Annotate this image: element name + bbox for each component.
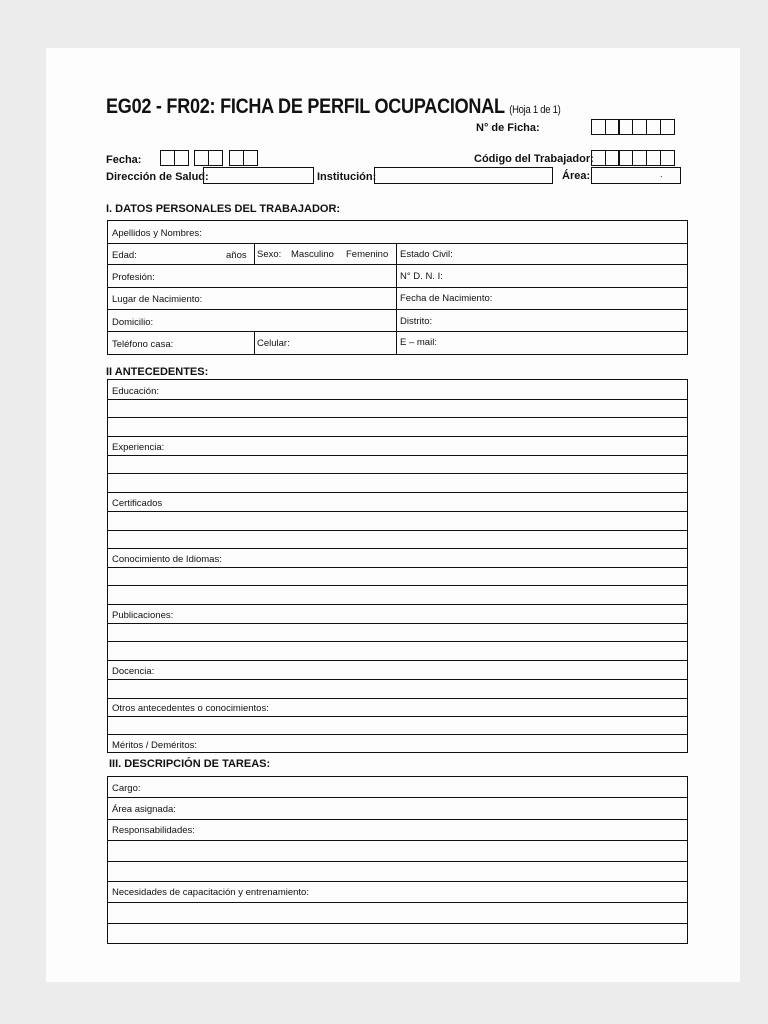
domicilio-label: Domicilio:: [112, 317, 154, 328]
fecha-month-boxes[interactable]: [194, 150, 223, 166]
experiencia-label: Experiencia:: [112, 442, 165, 453]
otros-label: Otros antecedentes o conocimientos:: [112, 703, 269, 714]
edad-label: Edad:: [112, 250, 137, 261]
responsabilidades-label: Responsabilidades:: [112, 825, 195, 836]
sexo-label: Sexo:: [257, 249, 282, 260]
fecha-year-boxes[interactable]: [229, 150, 258, 166]
sexo-masculino[interactable]: Masculino: [291, 249, 334, 260]
direccion-label: Dirección de Salud:: [106, 171, 209, 183]
lugar-nacimiento-label: Lugar de Nacimiento:: [112, 294, 203, 305]
form-title: EG02 - FR02: FICHA DE PERFIL OCUPACIONAL (Hoja 1 de 1): [106, 95, 561, 118]
section3-title: III. DESCRIPCIÓN DE TAREAS:: [109, 758, 271, 770]
profesion-label: Profesión:: [112, 272, 155, 283]
section1-title: I. DATOS PERSONALES DEL TRABAJADOR:: [106, 203, 341, 215]
institucion-field[interactable]: [374, 167, 553, 184]
cargo-label: Cargo:: [112, 783, 141, 794]
anos-label: años: [226, 250, 247, 261]
personal-data-table: [107, 220, 688, 355]
fecha-label: Fecha:: [106, 154, 142, 166]
codigo-boxes[interactable]: [591, 150, 675, 166]
tareas-table: [107, 776, 688, 944]
dni-label: N° D. N. I:: [400, 271, 443, 282]
direccion-field[interactable]: [203, 167, 314, 184]
celular-label: Celular:: [257, 338, 290, 349]
area-label: Área:: [562, 170, 591, 182]
area-field[interactable]: [591, 167, 681, 184]
capacitacion-label: Necesidades de capacitación y entrenamiento:: [112, 887, 309, 898]
institucion-label: Institución:: [317, 171, 377, 183]
fecha-nacimiento-label: Fecha de Nacimiento:: [400, 293, 493, 304]
sheet-number: (Hoja 1 de 1): [509, 104, 561, 116]
apellidos-label: Apellidos y Nombres:: [112, 228, 202, 239]
meritos-label: Méritos / Deméritos:: [112, 740, 197, 751]
estado-civil-label: Estado Civil:: [400, 249, 453, 260]
codigo-label: Código del Trabajador:: [474, 153, 594, 165]
distrito-label: Distrito:: [400, 316, 433, 327]
fecha-day-boxes[interactable]: [160, 150, 189, 166]
educacion-label: Educación:: [112, 386, 160, 397]
sexo-femenino[interactable]: Femenino: [346, 249, 389, 260]
idiomas-label: Conocimiento de Idiomas:: [112, 554, 222, 565]
ficha-label: N° de Ficha:: [476, 122, 540, 134]
certificados-label: Certificados: [112, 498, 163, 509]
publicaciones-label: Publicaciones:: [112, 610, 174, 621]
telefono-label: Teléfono casa:: [112, 339, 174, 350]
area-value: .: [660, 169, 663, 179]
area-asignada-label: Área asignada:: [112, 804, 176, 815]
docencia-label: Docencia:: [112, 666, 155, 677]
email-label: E – mail:: [400, 337, 437, 348]
antecedentes-table: [107, 379, 688, 753]
ficha-number-boxes[interactable]: [591, 119, 675, 135]
section2-title: II ANTECEDENTES:: [106, 366, 209, 378]
